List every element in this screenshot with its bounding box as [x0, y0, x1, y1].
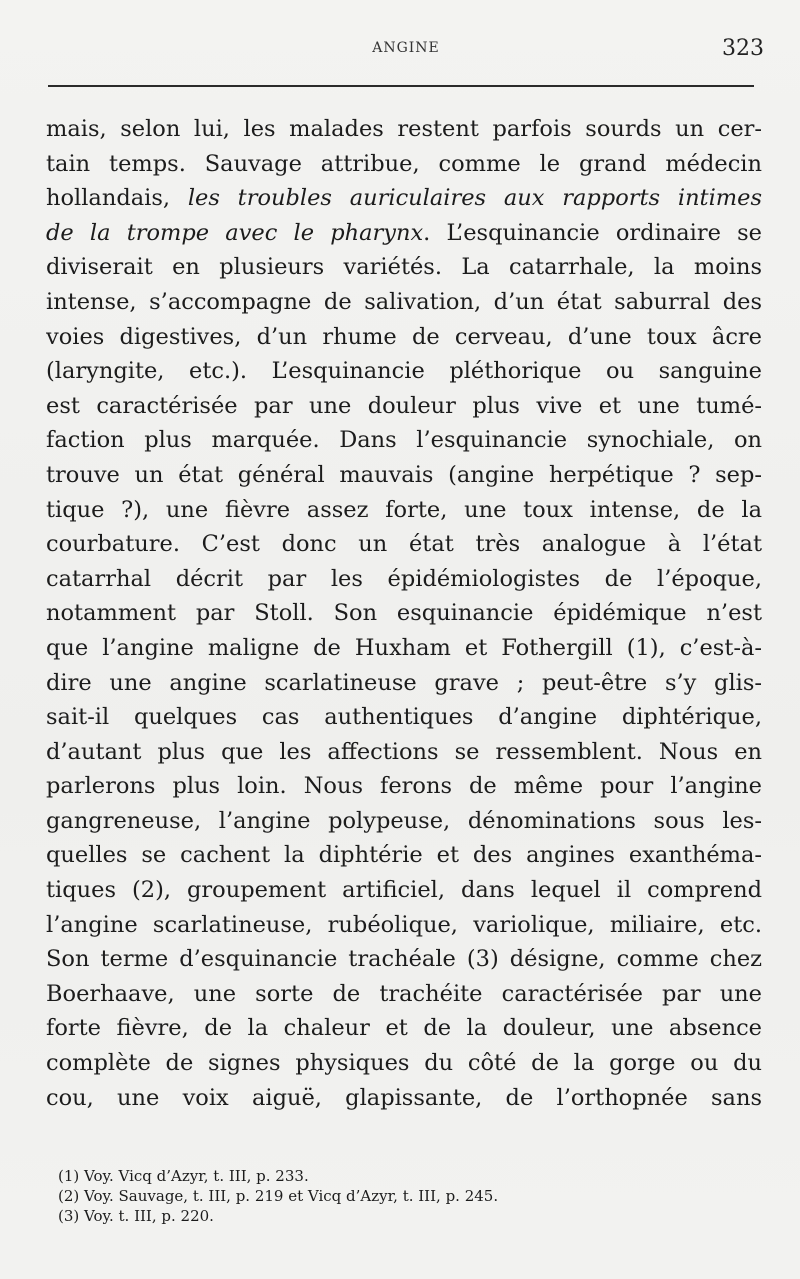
text-line: sait-il quelques cas authentiques d’angine diphtérique, — [46, 704, 762, 731]
text-line: intense, s’accompagne de salivation, d’un état saburral des — [46, 288, 762, 315]
text-line: gangreneuse, l’angine polypeuse, dénominations sous les- — [46, 807, 762, 834]
text-line: trouve un état général mauvais (angine herpétique ? sep- — [46, 461, 762, 488]
text-line: quelles se cachent la diphtérie et des angines exanthéma- — [46, 842, 762, 869]
text-line — [46, 181, 762, 216]
footnote: (3) Voy. t. III, p. 220. — [58, 1207, 214, 1225]
footnotes — [58, 1166, 698, 1226]
italic-phrase: les troubles auriculaires aux rapports intimes — [187, 185, 762, 212]
text-line: est caractérisée par une douleur plus vive et une tumé- — [46, 392, 762, 419]
text-line: parlerons plus loin. Nous ferons de même pour l’angine — [46, 773, 762, 800]
text-line: Boerhaave, une sorte de trachéite caractérisée par une — [46, 980, 762, 1007]
text-segment: . L’esquinancie ordinaire se — [423, 219, 762, 246]
text-line: voies digestives, d’un rhume de cerveau, d’une toux âcre — [46, 323, 762, 350]
text-segment: hollandais, — [46, 185, 188, 212]
text-line: que l’angine maligne de Huxham et Fothergill (1), c’est-à- — [46, 634, 762, 661]
text-line: diviserait en plusieurs variétés. La catarrhale, la moins — [46, 254, 762, 281]
text-line: Son terme d’esquinancie trachéale (3) désigne, comme chez — [46, 946, 762, 973]
footnote: (2) Voy. Sauvage, t. III, p. 219 et Vicq d’Azyr, t. III, p. 245. — [58, 1187, 499, 1205]
text-line: forte fièvre, de la chaleur et de la douleur, une absence — [46, 1015, 762, 1042]
italic-phrase: de la trompe avec le pharynx — [46, 219, 424, 246]
footnote: (1) Voy. Vicq d’Azyr, t. III, p. 233. — [58, 1167, 309, 1185]
text-line: tique ?), une fièvre assez forte, une toux intense, de la — [46, 496, 762, 523]
text-line: notamment par Stoll. Son esquinancie épidémique n’est — [46, 600, 762, 627]
text-line: faction plus marquée. Dans l’esquinancie synochiale, on — [46, 427, 762, 454]
running-title: ANGINE — [372, 40, 440, 56]
text-line: complète de signes physiques du côté de la gorge ou du — [46, 1050, 762, 1077]
text-line: cou, une voix aiguë, glapissante, de l’orthopnée sans — [46, 1084, 762, 1111]
text-line: catarrhal décrit par les épidémiologistes de l’époque, — [46, 565, 762, 592]
text-line: courbature. C’est donc un état très analogue à l’état — [46, 531, 762, 558]
text-line: dire une angine scarlatineuse grave ; peut-être s’y glis- — [46, 669, 762, 696]
text-line: mais, selon lui, les malades restent parfois sourds un cer- — [46, 116, 762, 142]
page-number: 323 — [722, 36, 764, 61]
text-line: tiques (2), groupement artificiel, dans lequel il comprend — [46, 877, 762, 904]
text-line: tain temps. Sauvage attribue, comme le grand médecin — [46, 150, 762, 177]
header-rule — [48, 85, 754, 87]
page-header — [48, 36, 764, 62]
text-line — [46, 216, 762, 251]
text-line: d’autant plus que les affections se ressemblent. Nous en — [46, 738, 762, 765]
body-text — [46, 112, 762, 1115]
text-line: (laryngite, etc.). L’esquinancie pléthorique ou sanguine — [46, 358, 762, 385]
text-line: l’angine scarlatineuse, rubéolique, variolique, miliaire, etc. — [46, 911, 762, 938]
